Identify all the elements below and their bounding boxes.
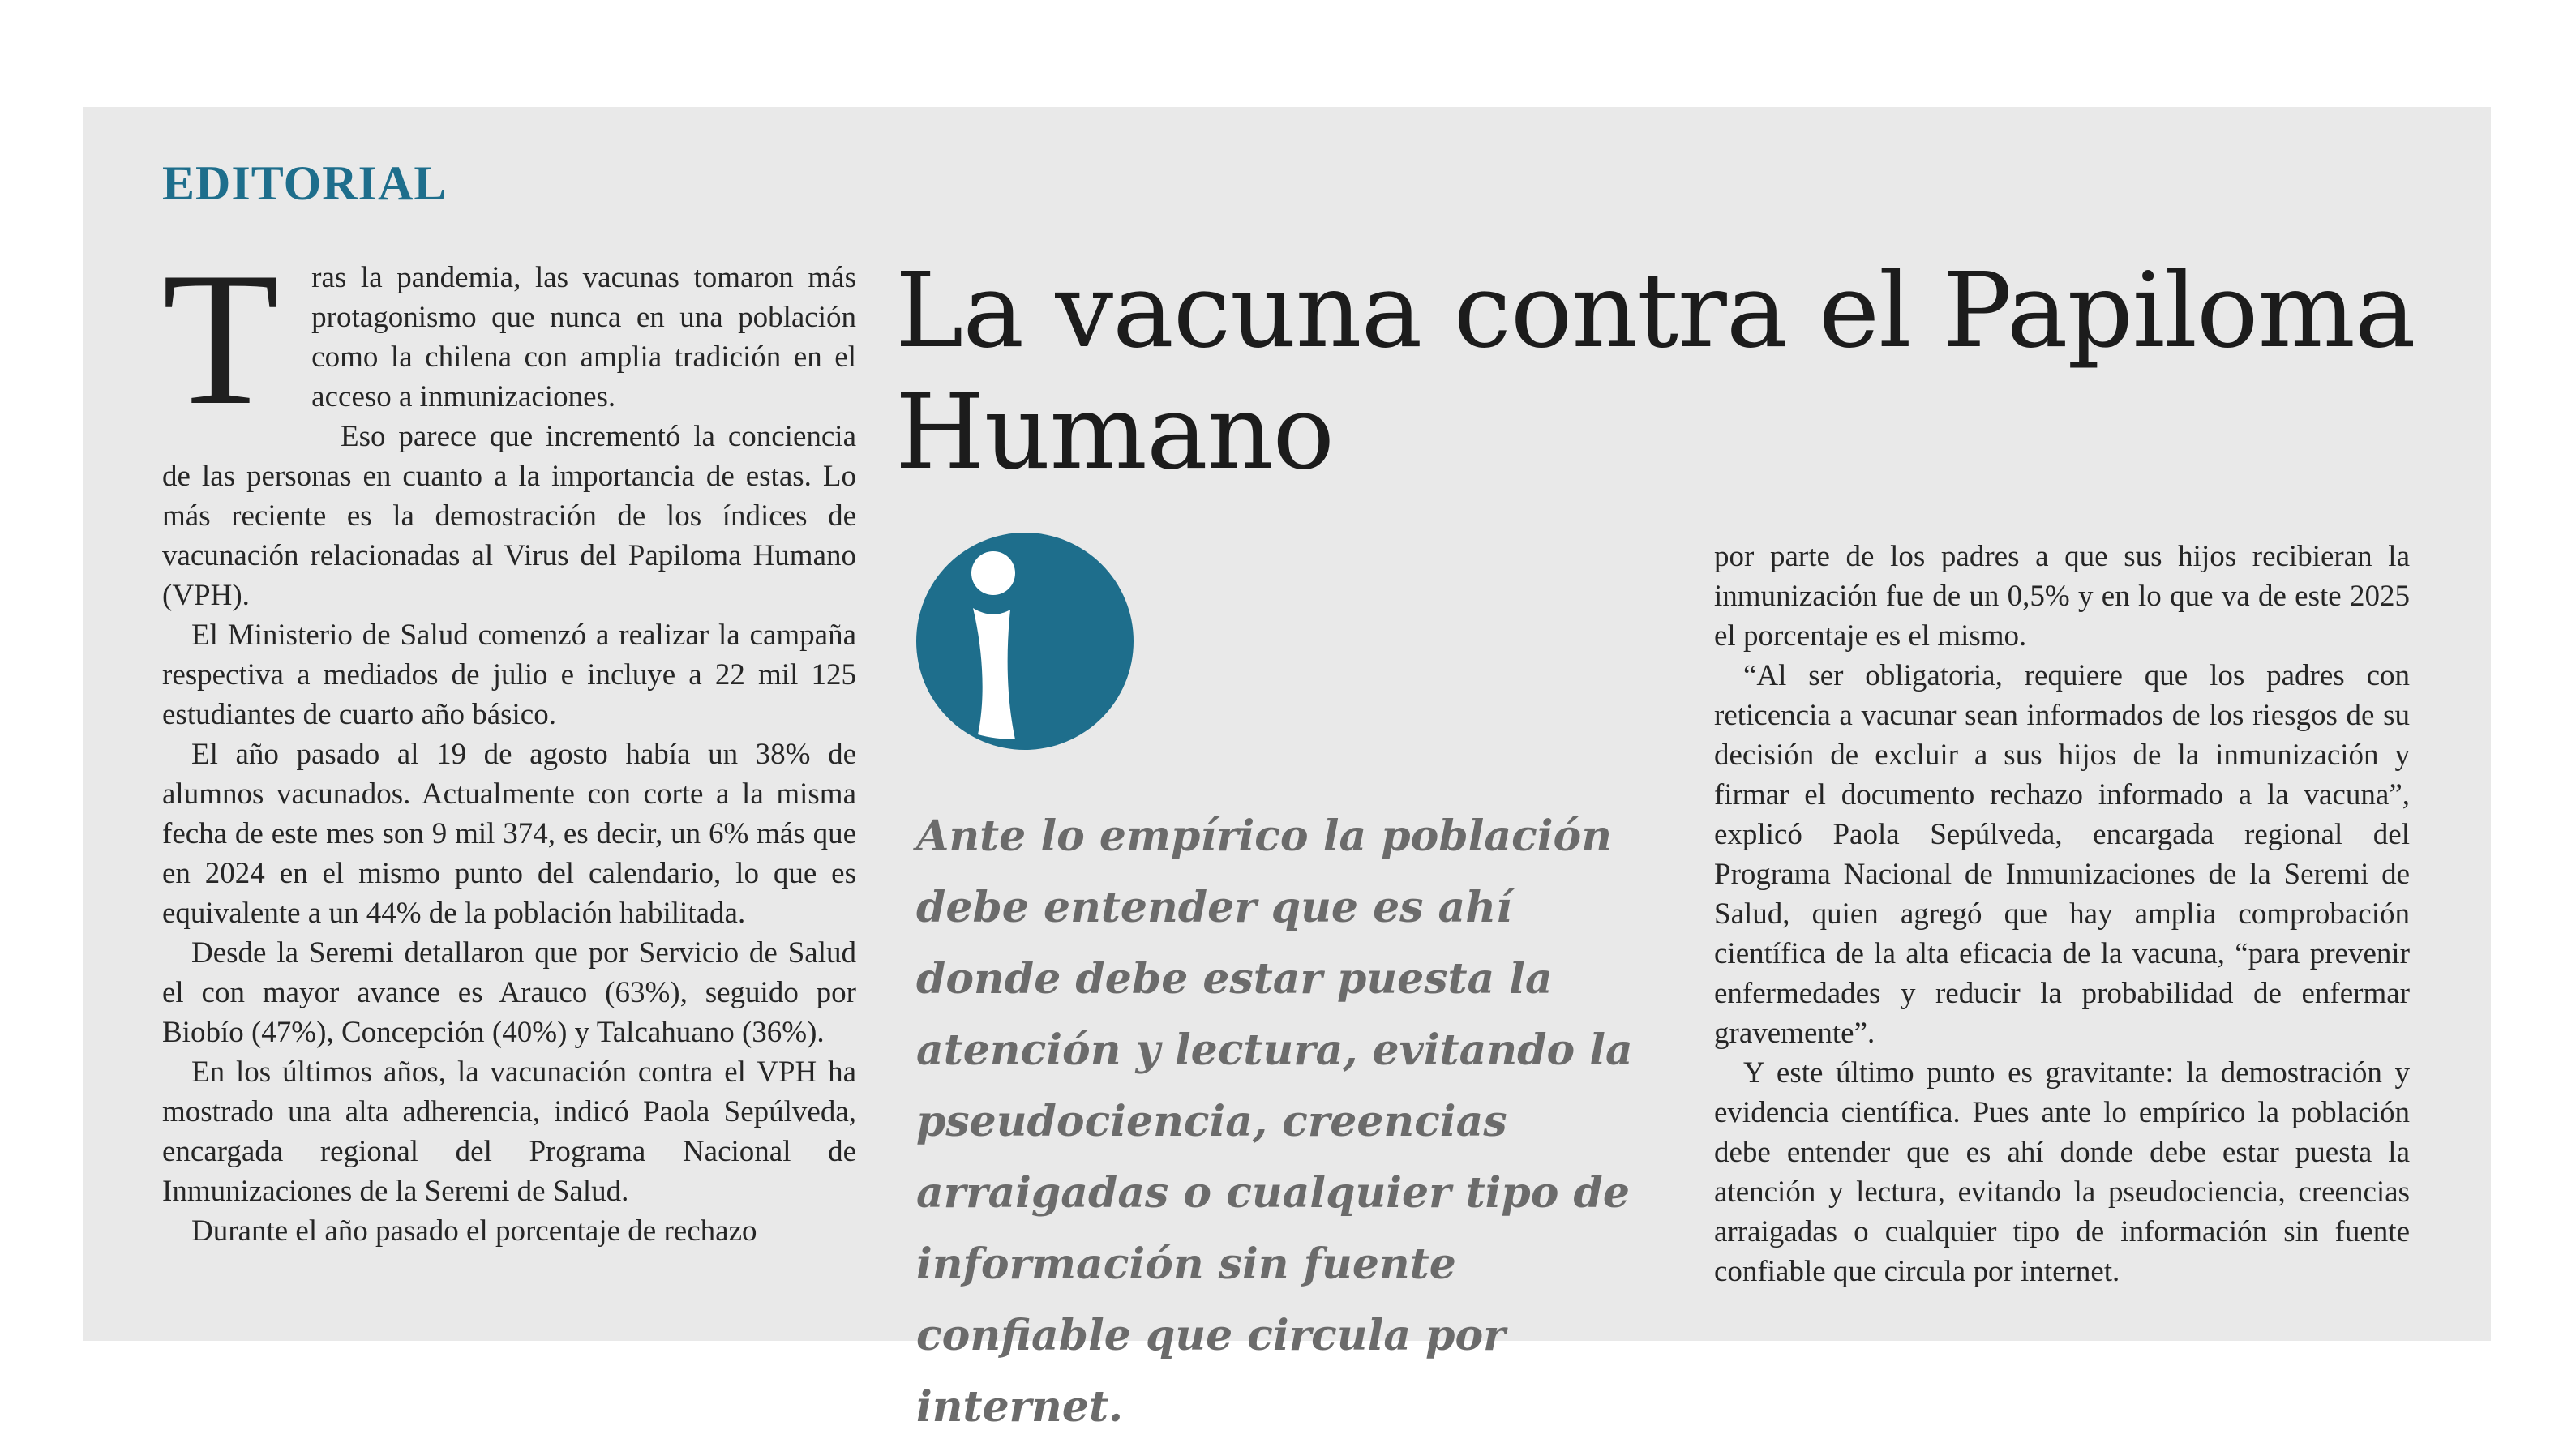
body-column-right bbox=[1714, 537, 2410, 1291]
article-paragraph: Desde la Seremi detallaron que por Servicio de Salud el con mayor avance es Arauco (63%), seguido por Biobío (47%), Concepción (40%) y Talcahuano (36%). bbox=[162, 936, 856, 1049]
headline: La vacuna contra el Papiloma Humano bbox=[895, 250, 2415, 492]
drop-cap: T bbox=[162, 233, 280, 445]
article-paragraph: “Al ser obligatoria, requiere que los padres con reticencia a vacunar sean informados de los riesgos de su decisión de excluir a sus hijos de la inmunización y firmar el documento rechazo informado a la vacuna”, explicó Paola Sepúlveda, encargada regional del Programa Nacional de Inmunizaciones de la Seremi de Salud, quien agregó que hay amplia comprobación científica de la alta eficacia de la vacuna, “para prevenir enfermedades y reducir la probabilidad de enfermar gravemente”. bbox=[1714, 659, 2410, 1050]
pull-quote: Ante lo empírico la población debe entender que es ahí donde debe estar puesta la atención y lectura, evitando la pseudociencia, creencias arraigadas o cualquier tipo de información sin fuente confiable que circula por internet. bbox=[916, 811, 1633, 1432]
article-paragraph: En los últimos años, la vacunación contra el VPH ha mostrado una alta adherencia, indicó Paola Sepúlveda, encargada regional del Programa Nacional de Inmunizaciones de la Seremi de Salud. bbox=[162, 1055, 856, 1208]
info-icon-disc bbox=[916, 533, 1134, 750]
article-paragraph: El Ministerio de Salud comenzó a realizar la campaña respectiva a mediados de julio e incluye a 22 mil 125 estudiantes de cuarto año básico. bbox=[162, 619, 856, 731]
article-paragraph: T ras la pandemia, las vacunas tomaron más protagonismo que nunca en una población como la chilena con amplia tradición en el acceso a inmunizaciones. bbox=[162, 233, 856, 445]
body-column-left bbox=[162, 233, 856, 1251]
article-paragraph: El año pasado al 19 de agosto había un 38% de alumnos vacunados. Actualmente con corte a la misma fecha de este mes son 9 mil 374, es decir, un 6% más que en 2024 en el mismo punto del calendario, lo que es equivalente a un 44% de la población habilitada. bbox=[162, 738, 856, 930]
section-label: EDITORIAL bbox=[162, 156, 448, 210]
article-paragraph: Eso parece que incrementó la conciencia de las personas en cuanto a la importancia de estas. Lo más reciente es la demostración de los índices de vacunación relacionadas al Virus del Papiloma Humano (VPH). bbox=[162, 420, 856, 612]
article-paragraph: por parte de los padres a que sus hijos recibieran la inmunización fue de un 0,5% y en lo que va de este 2025 el porcentaje es el mismo. bbox=[1714, 540, 2410, 653]
info-icon-dot bbox=[971, 551, 1015, 595]
article-paragraph: Y este último punto es gravitante: la demostración y evidencia científica. Pues ante lo empírico la población debe entender que es ahí donde debe estar puesta la atención y lectura, evitando la pseudociencia, creencias arraigadas o cualquier tipo de información sin fuente confiable que circula por internet. bbox=[1714, 1056, 2410, 1288]
info-icon bbox=[915, 527, 1135, 756]
article-paragraph: Durante el año pasado el porcentaje de rechazo bbox=[191, 1214, 757, 1248]
